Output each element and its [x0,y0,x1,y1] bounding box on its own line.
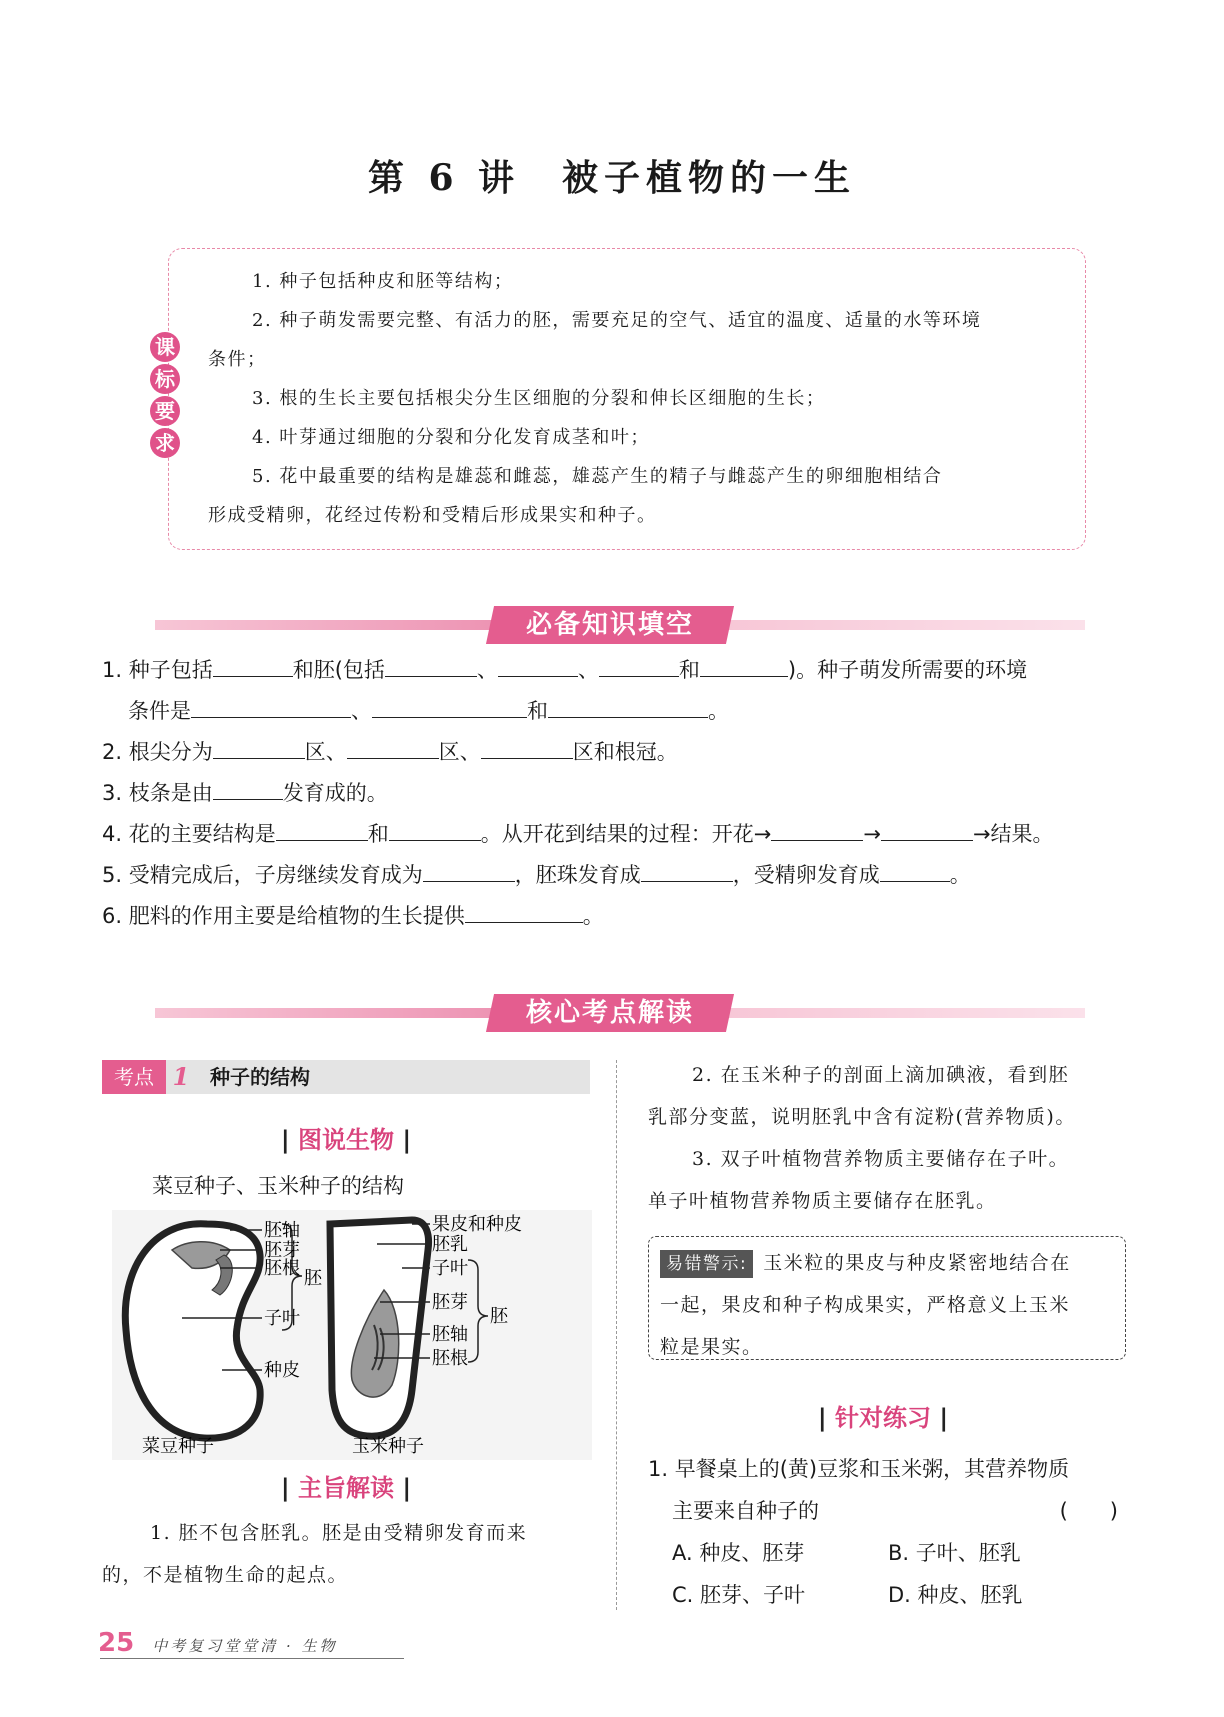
answer-blank[interactable] [700,654,788,677]
answer-blank[interactable] [276,818,368,841]
right-line: 2. 在玉米种子的剖面上滴加碘液，看到胚 [692,1064,1070,1086]
exercise-options-row [648,1532,1128,1574]
req-item: 形成受精卵，花经过传粉和受精后形成果实和种子。 [208,505,657,526]
corn-label: 胚乳 [432,1234,468,1255]
bean-label: 胚芽 [264,1240,300,1261]
answer-blank[interactable] [213,777,283,800]
answer-blank[interactable] [389,818,481,841]
req-tag-char: 课 [150,332,180,362]
answer-blank[interactable] [481,736,573,759]
subheading-zhendui: | 针对练习 | [817,1404,949,1432]
right-line: 乳部分变蓝，说明胚乳中含有淀粉(营养物质)。 [648,1106,1076,1128]
corn-group-label: 胚 [490,1306,508,1327]
corn-label: 胚轴 [432,1324,468,1345]
question-1: 1. 种子包括 和胚(包括 、 、 和 )。种子萌发所需要的环境 [102,650,1132,691]
right-line: 单子叶植物营养物质主要储存在胚乳。 [648,1190,997,1212]
answer-blank[interactable] [465,900,583,923]
figure-caption: 菜豆种子、玉米种子的结构 [152,1174,404,1198]
exercise-question [648,1448,1128,1616]
kaodian-header [102,1060,590,1094]
answer-blank[interactable] [548,695,708,718]
answer-blank[interactable] [423,859,515,882]
req-item: 1. 种子包括种皮和胚等结构； [252,271,514,292]
answer-blank[interactable] [771,818,863,841]
req-tag-char: 求 [150,428,180,458]
answer-blank[interactable] [191,695,351,718]
answer-blank[interactable] [880,859,950,882]
page-title: 第 6 讲 被子植物的一生 [367,157,857,199]
question-1-cont: 条件是 、 和 。 [102,691,1132,732]
bean-label: 子叶 [264,1308,300,1329]
kaodian-title: 种子的结构 [210,1065,310,1089]
corn-label: 果皮和种皮 [432,1214,522,1235]
footer-rule [100,1658,404,1659]
warning-line: 粒是果实。 [660,1336,763,1358]
subheading-tushuo: | 图说生物 | [280,1126,412,1154]
subheading-zhuzhi: | 主旨解读 | [280,1474,412,1502]
question-5: 5. 受精完成后，子房继续发育成为 ，胚珠发育成 ，受精卵发育成 。 [102,855,1132,896]
bean-label: 种皮 [264,1360,300,1381]
right-text [648,1054,1148,1222]
req-item: 4. 叶芽通过细胞的分裂和分化发育成茎和叶； [252,427,650,448]
section-heading-core: 核心考点解读 [486,994,734,1032]
req-item: 条件； [208,349,267,370]
kaodian-label: 考点 [102,1060,166,1094]
answer-blank[interactable] [385,654,477,677]
exercise-stem-cont: 主要来自种子的 ( ) [648,1490,1128,1532]
option-a[interactable]: A. 种皮、胚芽 [672,1541,805,1565]
warning-text [660,1242,1120,1368]
kaodian-number: 1 [172,1062,190,1091]
zhuzhi-line: 的，不是植物生命的起点。 [102,1564,349,1586]
option-b[interactable]: B. 子叶、胚乳 [888,1541,1021,1565]
corn-label: 子叶 [432,1258,468,1279]
answer-blank[interactable] [347,736,439,759]
requirements-tag [150,332,184,460]
seed-structure-diagram [112,1210,592,1460]
req-item: 3. 根的生长主要包括根尖分生区细胞的分裂和伸长区细胞的生长； [252,388,826,409]
bean-label: 胚轴 [264,1220,300,1241]
answer-blank[interactable] [641,859,733,882]
answer-blank[interactable] [372,695,527,718]
warning-tag: 易错警示: [660,1250,753,1278]
answer-paren[interactable]: ( ) [1059,1499,1118,1523]
exercise-stem: 1. 早餐桌上的(黄)豆浆和玉米粥，其营养物质 [648,1457,1070,1481]
question-6: 6. 肥料的作用主要是给植物的生长提供 。 [102,896,1132,937]
question-3: 3. 枝条是由 发育成的。 [102,773,1132,814]
answer-blank[interactable] [213,654,293,677]
fill-blank-questions [102,650,1132,937]
warning-line: 玉米粒的果皮与种皮紧密地结合在 [763,1252,1071,1274]
question-4: 4. 花的主要结构是 和 。从开花到结果的过程：开花→ → →结果。 [102,814,1132,855]
req-item: 2. 种子萌发需要完整、有活力的胚，需要充足的空气、适宜的温度、适量的水等环境 [252,310,982,331]
answer-blank[interactable] [213,736,305,759]
bean-label: 胚根 [264,1258,300,1279]
right-line: 3. 双子叶植物营养物质主要储存在子叶。 [692,1148,1070,1170]
option-d[interactable]: D. 种皮、胚乳 [888,1583,1023,1607]
req-item: 5. 花中最重要的结构是雄蕊和雌蕊，雄蕊产生的精子与雌蕊产生的卵细胞相结合 [252,466,943,487]
bean-group-label: 胚 [304,1268,322,1289]
question-2: 2. 根尖分为 区、 区、 区和根冠。 [102,732,1132,773]
zhuzhi-line: 1. 胚不包含胚乳。胚是由受精卵发育而来 [150,1522,528,1544]
warning-line: 一起，果皮和种子构成果实，严格意义上玉米 [660,1294,1071,1316]
bean-name: 菜豆种子 [142,1436,214,1457]
option-c[interactable]: C. 胚芽、子叶 [672,1583,806,1607]
page-footer [98,1628,408,1658]
req-tag-char: 要 [150,396,180,426]
corn-label: 胚根 [432,1348,468,1369]
page-number: 25 [98,1628,135,1658]
corn-label: 胚芽 [432,1292,468,1313]
section-heading-knowledge: 必备知识填空 [486,606,734,644]
answer-blank[interactable] [881,818,973,841]
req-tag-char: 标 [150,364,180,394]
zhuzhi-text [102,1512,602,1596]
column-divider [616,1060,617,1610]
answer-blank[interactable] [498,654,578,677]
footer-text: 中考复习堂堂清 · 生物 [152,1637,338,1655]
requirements-text [208,262,1058,535]
answer-blank[interactable] [599,654,679,677]
exercise-options-row [648,1574,1128,1616]
corn-name: 玉米种子 [352,1436,424,1457]
